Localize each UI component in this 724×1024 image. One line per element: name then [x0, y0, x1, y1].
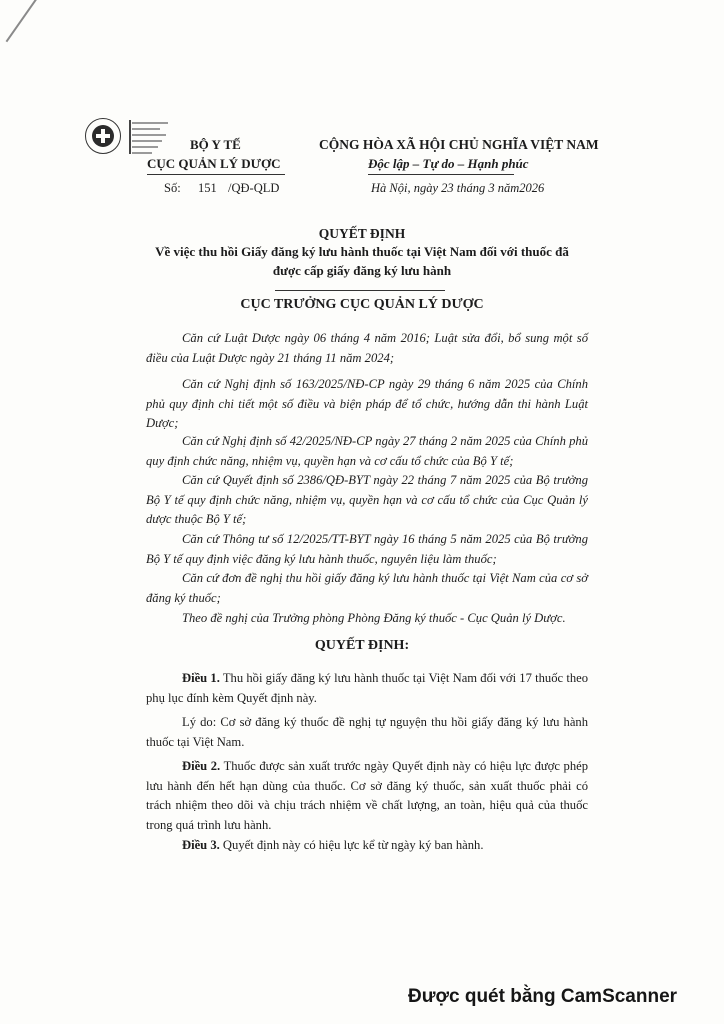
article-1-reason: Lý do: Cơ sở đăng ký thuốc đề nghị tự nguyện thu hồi giấy đăng ký lưu hành thuốc tại Việt Nam. — [146, 715, 588, 749]
legal-basis-1: Căn cứ Luật Dược ngày 06 tháng 4 năm 2016; Luật sửa đổi, bổ sung một số điều của Luật Dược ngày 21 tháng 11 năm 2024; — [146, 331, 588, 365]
ministry-name: BỘ Y TẾ — [190, 137, 241, 152]
article-3 — [146, 836, 588, 856]
decides-heading: QUYẾT ĐỊNH: — [314, 638, 410, 653]
doc-number-prefix: Số: — [164, 181, 181, 195]
subject-underline — [275, 290, 445, 291]
paper-edge-line — [6, 0, 42, 42]
doc-number: 151 — [198, 181, 217, 195]
country-name: CỘNG HÒA XÃ HỘI CHỦ NGHĨA VIỆT NAM — [319, 137, 599, 152]
legal-basis-7: Theo đề nghị của Trưởng phòng Phòng Đăng ký thuốc - Cục Quản lý Dược. — [182, 611, 566, 625]
article-2 — [146, 757, 588, 835]
ministry-seal-icon — [85, 118, 121, 154]
decision-subject-line-2: được cấp giấy đăng ký lưu hành — [272, 263, 452, 278]
legal-basis-6: Căn cứ đơn đề nghị thu hồi giấy đăng ký lưu hành thuốc tại Việt Nam của cơ sở đăng ký thuốc; — [146, 571, 588, 605]
article-1 — [146, 669, 588, 708]
motto-underline — [368, 174, 514, 175]
scanner-watermark: Được quét bằng CamScanner — [408, 986, 678, 1007]
agency-underline — [147, 174, 285, 175]
article-3-label: Điều 3. — [182, 838, 220, 852]
article-1-label: Điều 1. — [182, 671, 220, 685]
national-motto: Độc lập – Tự do – Hạnh phúc — [368, 156, 529, 171]
article-1-text: Thu hồi giấy đăng ký lưu hành thuốc tại Việt Nam đối với 17 thuốc theo phụ lục đính kèm Quyết định này. — [146, 671, 588, 705]
agency-name: CỤC QUẢN LÝ DƯỢC — [147, 156, 281, 171]
issuer-heading: CỤC TRƯỞNG CỤC QUẢN LÝ DƯỢC — [240, 297, 484, 312]
place-date: Hà Nội, ngày 23 tháng 3 năm2026 — [371, 181, 545, 195]
decision-subject-line-1: Về việc thu hồi Giấy đăng ký lưu hành thuốc tại Việt Nam đối với thuốc đã — [155, 244, 569, 259]
article-3-text: Quyết định này có hiệu lực kể từ ngày ký ban hành. — [219, 838, 484, 852]
decision-title: QUYẾT ĐỊNH — [318, 226, 406, 241]
article-2-label: Điều 2. — [182, 759, 221, 773]
legal-basis-3: Căn cứ Nghị định số 42/2025/NĐ-CP ngày 27 tháng 2 năm 2025 của Chính phủ quy định chức năng, nhiệm vụ, quyền hạn và cơ cấu tổ chức của Bộ Y tế; — [146, 434, 588, 468]
legal-basis-4: Căn cứ Quyết định số 2386/QĐ-BYT ngày 22 tháng 7 năm 2025 của Bộ trưởng Bộ Y tế quy định chức năng, nhiệm vụ, quyền hạn và cơ cấu tổ chức của Cục Quản lý dược thuộc Bộ Y tế; — [146, 473, 588, 527]
legal-basis-2: Căn cứ Nghị định số 163/2025/NĐ-CP ngày 29 tháng 6 năm 2025 của Chính phủ quy định chi tiết một số điều và biện pháp để tổ chức, hướng dẫn thi hành Luật Dược; — [146, 377, 588, 431]
article-2-text: Thuốc được sản xuất trước ngày Quyết định này có hiệu lực được phép lưu hành đến hết hạn dùng của thuốc. Cơ sở đăng ký thuốc, sản xuất thuốc phải có trách nhiệm theo dõi và chịu trách nhiệm về chất lượng, an toàn, hiệu quả của thuốc trong quá trình lưu hành. — [146, 759, 588, 832]
digital-signature-stamp — [124, 118, 178, 156]
doc-number-suffix: /QĐ-QLD — [228, 181, 280, 195]
legal-basis-5: Căn cứ Thông tư số 12/2025/TT-BYT ngày 16 tháng 5 năm 2025 của Bộ trưởng Bộ Y tế quy định việc đăng ký lưu hành thuốc, nguyên liệu làm thuốc; — [146, 532, 588, 566]
